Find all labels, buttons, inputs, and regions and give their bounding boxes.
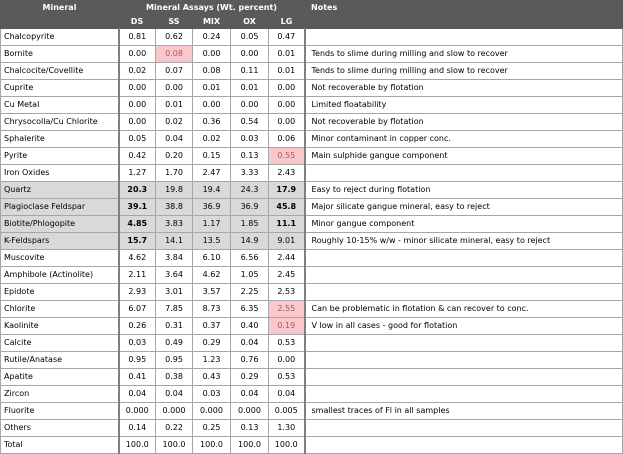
assay-value-cell: 0.43	[193, 369, 231, 386]
assay-value-cell: 0.47	[269, 29, 305, 46]
assay-value-cell: 3.83	[156, 216, 193, 233]
assay-value-cell: 0.00	[119, 114, 156, 131]
note-cell: Minor gangue component	[305, 216, 623, 233]
assay-value-cell: 6.56	[231, 250, 269, 267]
mineral-name-cell: Chrysocolla/Cu Chlorite	[1, 114, 119, 131]
assay-value-cell: 1.70	[156, 165, 193, 182]
mineral-name-cell: Fluorite	[1, 403, 119, 420]
assay-value-cell: 3.33	[231, 165, 269, 182]
mineral-name-cell: Quartz	[1, 182, 119, 199]
assay-value-cell: 0.03	[193, 386, 231, 403]
assay-value-cell: 0.00	[269, 80, 305, 97]
mineral-name-cell: Apatite	[1, 369, 119, 386]
assay-value-cell: 6.07	[119, 301, 156, 318]
assay-value-cell: 0.29	[231, 369, 269, 386]
assay-value-cell: 0.00	[156, 80, 193, 97]
column-header-sample: MIX	[193, 16, 231, 29]
assay-value-cell: 0.00	[269, 97, 305, 114]
note-cell: Tends to slime during milling and slow to recover	[305, 63, 623, 80]
table-row	[1, 233, 623, 250]
assay-value-cell: 0.00	[231, 46, 269, 63]
assay-value-cell: 0.02	[119, 63, 156, 80]
assay-value-cell: 1.85	[231, 216, 269, 233]
assay-value-cell: 0.24	[193, 29, 231, 46]
assay-value-cell: 13.5	[193, 233, 231, 250]
assay-value-cell: 0.01	[193, 80, 231, 97]
assay-value-cell: 0.01	[156, 97, 193, 114]
column-header-sample: LG	[269, 16, 305, 29]
table-row	[1, 46, 623, 63]
assay-value-cell: 0.54	[231, 114, 269, 131]
note-cell	[305, 437, 623, 454]
mineral-name-cell: Chlorite	[1, 301, 119, 318]
table-row	[1, 284, 623, 301]
assay-value-cell: 0.00	[193, 97, 231, 114]
assay-value-cell: 0.04	[156, 131, 193, 148]
assay-value-cell: 0.00	[193, 46, 231, 63]
table-row	[1, 437, 623, 454]
mineral-name-cell: K-Feldspars	[1, 233, 119, 250]
assay-value-cell: 100.0	[193, 437, 231, 454]
table-row	[1, 386, 623, 403]
assay-value-cell: 2.93	[119, 284, 156, 301]
mineral-name-cell: Others	[1, 420, 119, 437]
note-cell	[305, 369, 623, 386]
note-cell: Minor contaminant in copper conc.	[305, 131, 623, 148]
assay-value-cell: 1.30	[269, 420, 305, 437]
assay-value-cell: 0.25	[193, 420, 231, 437]
assay-value-cell: 100.0	[269, 437, 305, 454]
table-row	[1, 80, 623, 97]
mineral-name-cell: Amphibole (Actinolite)	[1, 267, 119, 284]
mineral-name-cell: Muscovite	[1, 250, 119, 267]
mineral-name-cell: Calcite	[1, 335, 119, 352]
table-row	[1, 63, 623, 80]
table-row	[1, 199, 623, 216]
assay-value-cell: 0.00	[269, 352, 305, 369]
assay-value-cell: 0.76	[231, 352, 269, 369]
assay-value-cell: 20.3	[119, 182, 156, 199]
assay-value-cell: 0.14	[119, 420, 156, 437]
assay-value-cell: 0.01	[231, 80, 269, 97]
assay-value-cell: 0.00	[119, 97, 156, 114]
note-cell: V low in all cases - good for flotation	[305, 318, 623, 335]
note-cell	[305, 352, 623, 369]
note-cell: Tends to slime during milling and slow to recover	[305, 46, 623, 63]
table-row	[1, 29, 623, 46]
assay-value-cell: 0.06	[269, 131, 305, 148]
table-row	[1, 352, 623, 369]
table-row	[1, 318, 623, 335]
assay-value-cell: 0.42	[119, 148, 156, 165]
assay-value-cell: 36.9	[193, 199, 231, 216]
assay-value-cell: 14.9	[231, 233, 269, 250]
assay-value-cell: 0.04	[119, 386, 156, 403]
assay-value-cell: 2.45	[269, 267, 305, 284]
note-cell	[305, 284, 623, 301]
assay-value-cell: 0.000	[231, 403, 269, 420]
note-cell	[305, 267, 623, 284]
table-body	[1, 29, 623, 454]
assay-value-cell: 2.25	[231, 284, 269, 301]
column-header-notes: Notes	[305, 1, 623, 29]
assay-value-cell: 15.7	[119, 233, 156, 250]
mineral-name-cell: Plagioclase Feldspar	[1, 199, 119, 216]
assay-value-cell: 7.85	[156, 301, 193, 318]
assay-value-cell: 4.62	[119, 250, 156, 267]
table-row	[1, 403, 623, 420]
note-cell: Main sulphide gangue component	[305, 148, 623, 165]
mineral-name-cell: Kaolinite	[1, 318, 119, 335]
table-row	[1, 420, 623, 437]
assay-value-cell: 2.53	[269, 284, 305, 301]
note-cell	[305, 420, 623, 437]
note-cell	[305, 335, 623, 352]
mineral-name-cell: Chalcocite/Covellite	[1, 63, 119, 80]
assay-value-cell: 36.9	[231, 199, 269, 216]
mineral-name-cell: Sphalerite	[1, 131, 119, 148]
column-header-sample: DS	[119, 16, 156, 29]
assay-value-cell: 0.02	[193, 131, 231, 148]
note-cell	[305, 29, 623, 46]
assay-value-cell: 38.8	[156, 199, 193, 216]
assay-value-cell: 0.00	[269, 114, 305, 131]
table-row	[1, 182, 623, 199]
assay-value-cell: 0.01	[269, 63, 305, 80]
mineral-name-cell: Iron Oxides	[1, 165, 119, 182]
assay-value-cell: 0.11	[231, 63, 269, 80]
assay-value-cell: 0.62	[156, 29, 193, 46]
table-row	[1, 250, 623, 267]
assay-value-cell: 0.00	[119, 46, 156, 63]
mineral-name-cell: Cu Metal	[1, 97, 119, 114]
table-row	[1, 335, 623, 352]
assay-value-cell: 0.04	[156, 386, 193, 403]
assay-value-cell: 0.05	[119, 131, 156, 148]
mineral-name-cell: Biotite/Phlogopite	[1, 216, 119, 233]
assay-value-cell: 6.10	[193, 250, 231, 267]
assay-value-cell: 39.1	[119, 199, 156, 216]
note-cell: smallest traces of Fl in all samples	[305, 403, 623, 420]
assay-value-cell: 0.40	[231, 318, 269, 335]
assay-value-cell: 3.01	[156, 284, 193, 301]
assay-value-cell: 0.19	[269, 318, 305, 335]
table-row	[1, 114, 623, 131]
assay-value-cell: 0.49	[156, 335, 193, 352]
assay-value-cell: 0.005	[269, 403, 305, 420]
assay-value-cell: 0.26	[119, 318, 156, 335]
table-row	[1, 369, 623, 386]
note-cell	[305, 386, 623, 403]
mineral-name-cell: Pyrite	[1, 148, 119, 165]
assay-value-cell: 0.38	[156, 369, 193, 386]
assay-value-cell: 19.4	[193, 182, 231, 199]
table-row	[1, 97, 623, 114]
note-cell: Can be problematic in flotation & can recover to conc.	[305, 301, 623, 318]
assay-value-cell: 0.07	[156, 63, 193, 80]
column-header-assays: Mineral Assays (Wt. percent)	[119, 1, 305, 16]
table-row	[1, 216, 623, 233]
assay-value-cell: 0.03	[231, 131, 269, 148]
assay-value-cell: 2.55	[269, 301, 305, 318]
assay-value-cell: 0.000	[156, 403, 193, 420]
mineral-name-cell: Chalcopyrite	[1, 29, 119, 46]
assay-value-cell: 2.44	[269, 250, 305, 267]
assay-value-cell: 0.01	[269, 46, 305, 63]
assay-value-cell: 0.36	[193, 114, 231, 131]
assay-value-cell: 0.31	[156, 318, 193, 335]
mineral-name-cell: Epidote	[1, 284, 119, 301]
mineral-name-cell: Rutile/Anatase	[1, 352, 119, 369]
assay-value-cell: 45.8	[269, 199, 305, 216]
mineral-name-cell: Total	[1, 437, 119, 454]
assay-value-cell: 100.0	[156, 437, 193, 454]
assay-value-cell: 3.84	[156, 250, 193, 267]
assay-value-cell: 0.53	[269, 335, 305, 352]
assay-value-cell: 0.00	[119, 80, 156, 97]
assay-value-cell: 2.47	[193, 165, 231, 182]
note-cell	[305, 250, 623, 267]
assay-value-cell: 8.73	[193, 301, 231, 318]
assay-value-cell: 0.000	[119, 403, 156, 420]
assay-value-cell: 3.57	[193, 284, 231, 301]
mineral-name-cell: Cuprite	[1, 80, 119, 97]
assay-value-cell: 0.04	[231, 335, 269, 352]
assay-value-cell: 1.23	[193, 352, 231, 369]
assay-value-cell: 2.43	[269, 165, 305, 182]
assay-value-cell: 0.15	[193, 148, 231, 165]
assay-value-cell: 6.35	[231, 301, 269, 318]
assay-value-cell: 0.13	[231, 148, 269, 165]
assay-value-cell: 24.3	[231, 182, 269, 199]
assay-value-cell: 0.03	[119, 335, 156, 352]
table-row	[1, 267, 623, 284]
note-cell: Limited floatability	[305, 97, 623, 114]
assay-value-cell: 0.08	[193, 63, 231, 80]
table-row	[1, 148, 623, 165]
mineral-name-cell: Zircon	[1, 386, 119, 403]
assay-value-cell: 0.95	[156, 352, 193, 369]
assay-value-cell: 100.0	[119, 437, 156, 454]
column-header-sample: OX	[231, 16, 269, 29]
note-cell: Easy to reject during flotation	[305, 182, 623, 199]
assay-value-cell: 0.02	[156, 114, 193, 131]
assay-value-cell: 14.1	[156, 233, 193, 250]
assay-value-cell: 1.17	[193, 216, 231, 233]
table-row	[1, 301, 623, 318]
assay-value-cell: 17.9	[269, 182, 305, 199]
note-cell: Roughly 10-15% w/w - minor silicate mineral, easy to reject	[305, 233, 623, 250]
assay-value-cell: 1.27	[119, 165, 156, 182]
table-row	[1, 131, 623, 148]
assay-value-cell: 0.05	[231, 29, 269, 46]
note-cell: Not recoverable by flotation	[305, 80, 623, 97]
assay-value-cell: 0.000	[193, 403, 231, 420]
assay-value-cell: 11.1	[269, 216, 305, 233]
assay-value-cell: 0.22	[156, 420, 193, 437]
assay-value-cell: 0.29	[193, 335, 231, 352]
assay-value-cell: 0.55	[269, 148, 305, 165]
assay-value-cell: 0.20	[156, 148, 193, 165]
assay-value-cell: 19.8	[156, 182, 193, 199]
assay-value-cell: 3.64	[156, 267, 193, 284]
assay-value-cell: 0.04	[269, 386, 305, 403]
assay-value-cell: 0.04	[231, 386, 269, 403]
assay-value-cell: 100.0	[231, 437, 269, 454]
column-header-mineral: Mineral	[1, 1, 119, 29]
assay-value-cell: 0.81	[119, 29, 156, 46]
note-cell: Major silicate gangue mineral, easy to reject	[305, 199, 623, 216]
assay-value-cell: 9.01	[269, 233, 305, 250]
assay-value-cell: 0.95	[119, 352, 156, 369]
assay-value-cell: 0.00	[231, 97, 269, 114]
assay-value-cell: 0.08	[156, 46, 193, 63]
table-row	[1, 165, 623, 182]
assay-value-cell: 0.37	[193, 318, 231, 335]
note-cell	[305, 165, 623, 182]
assay-value-cell: 4.85	[119, 216, 156, 233]
mineral-name-cell: Bornite	[1, 46, 119, 63]
assay-value-cell: 0.53	[269, 369, 305, 386]
assay-value-cell: 2.11	[119, 267, 156, 284]
assay-value-cell: 1.05	[231, 267, 269, 284]
column-header-sample: SS	[156, 16, 193, 29]
assay-value-cell: 0.41	[119, 369, 156, 386]
assay-value-cell: 4.62	[193, 267, 231, 284]
note-cell: Not recoverable by flotation	[305, 114, 623, 131]
assay-value-cell: 0.13	[231, 420, 269, 437]
